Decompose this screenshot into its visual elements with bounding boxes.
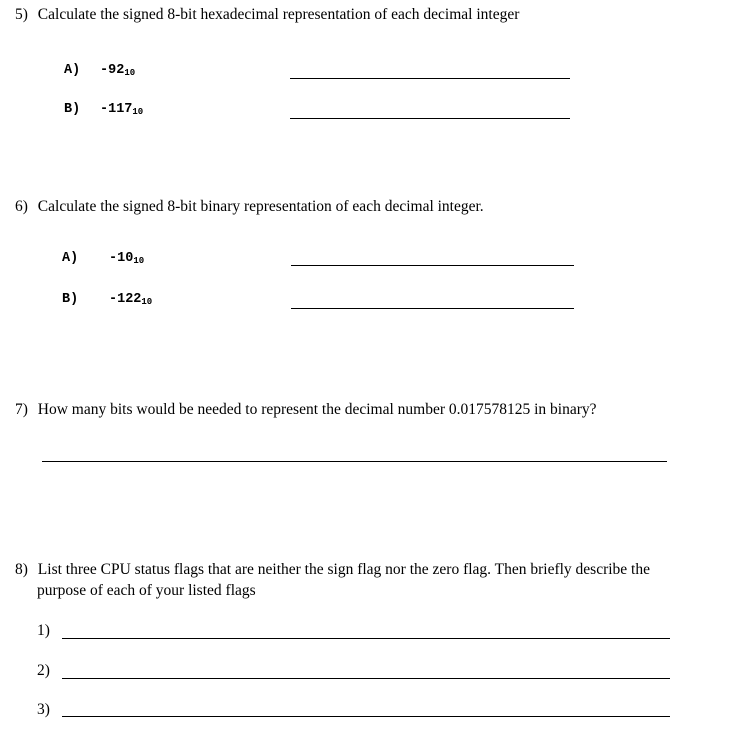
question-8: [15, 561, 650, 579]
item-value: $-122_{10}$: [109, 292, 153, 307]
question-6: [15, 198, 484, 216]
question-text: Calculate the signed 8-bit hexadecimal representation of each decimal integer: [37, 6, 520, 23]
question-5: [15, 6, 519, 24]
answer-line[interactable]: [290, 78, 570, 79]
item-label: 1): [37, 622, 50, 639]
item-value: $-10_{10}$: [109, 251, 145, 266]
item-label: B): [62, 292, 79, 307]
question-text: How many bits would be needed to represent the decimal number 0.017578125 in binary?: [37, 401, 597, 418]
answer-line[interactable]: [291, 308, 574, 309]
question-7: [15, 401, 597, 419]
answer-line[interactable]: [42, 461, 667, 462]
answer-line[interactable]: [62, 638, 670, 639]
question-number: 5): [15, 6, 28, 23]
item-label: A): [62, 251, 79, 266]
question-number: 7): [15, 401, 28, 418]
item-label: B): [64, 102, 81, 117]
item-value: $-117_{10}$: [100, 102, 144, 117]
question-number: 8): [15, 561, 28, 578]
answer-line[interactable]: [62, 678, 670, 679]
item-label: A): [64, 63, 81, 78]
item-value: $-92_{10}$: [100, 63, 136, 78]
question-number: 6): [15, 198, 28, 215]
answer-line[interactable]: [291, 265, 574, 266]
item-label: 3): [37, 701, 50, 718]
question-text: Calculate the signed 8-bit binary representation of each decimal integer.: [37, 198, 484, 215]
question-text-line-1: List three CPU status flags that are neither the sign flag nor the zero flag. Then briefly describe the: [37, 561, 650, 578]
item-label: 2): [37, 662, 50, 679]
answer-line[interactable]: [62, 716, 670, 717]
answer-line[interactable]: [290, 118, 570, 119]
question-text-line-2: purpose of each of your listed flags: [37, 582, 256, 599]
